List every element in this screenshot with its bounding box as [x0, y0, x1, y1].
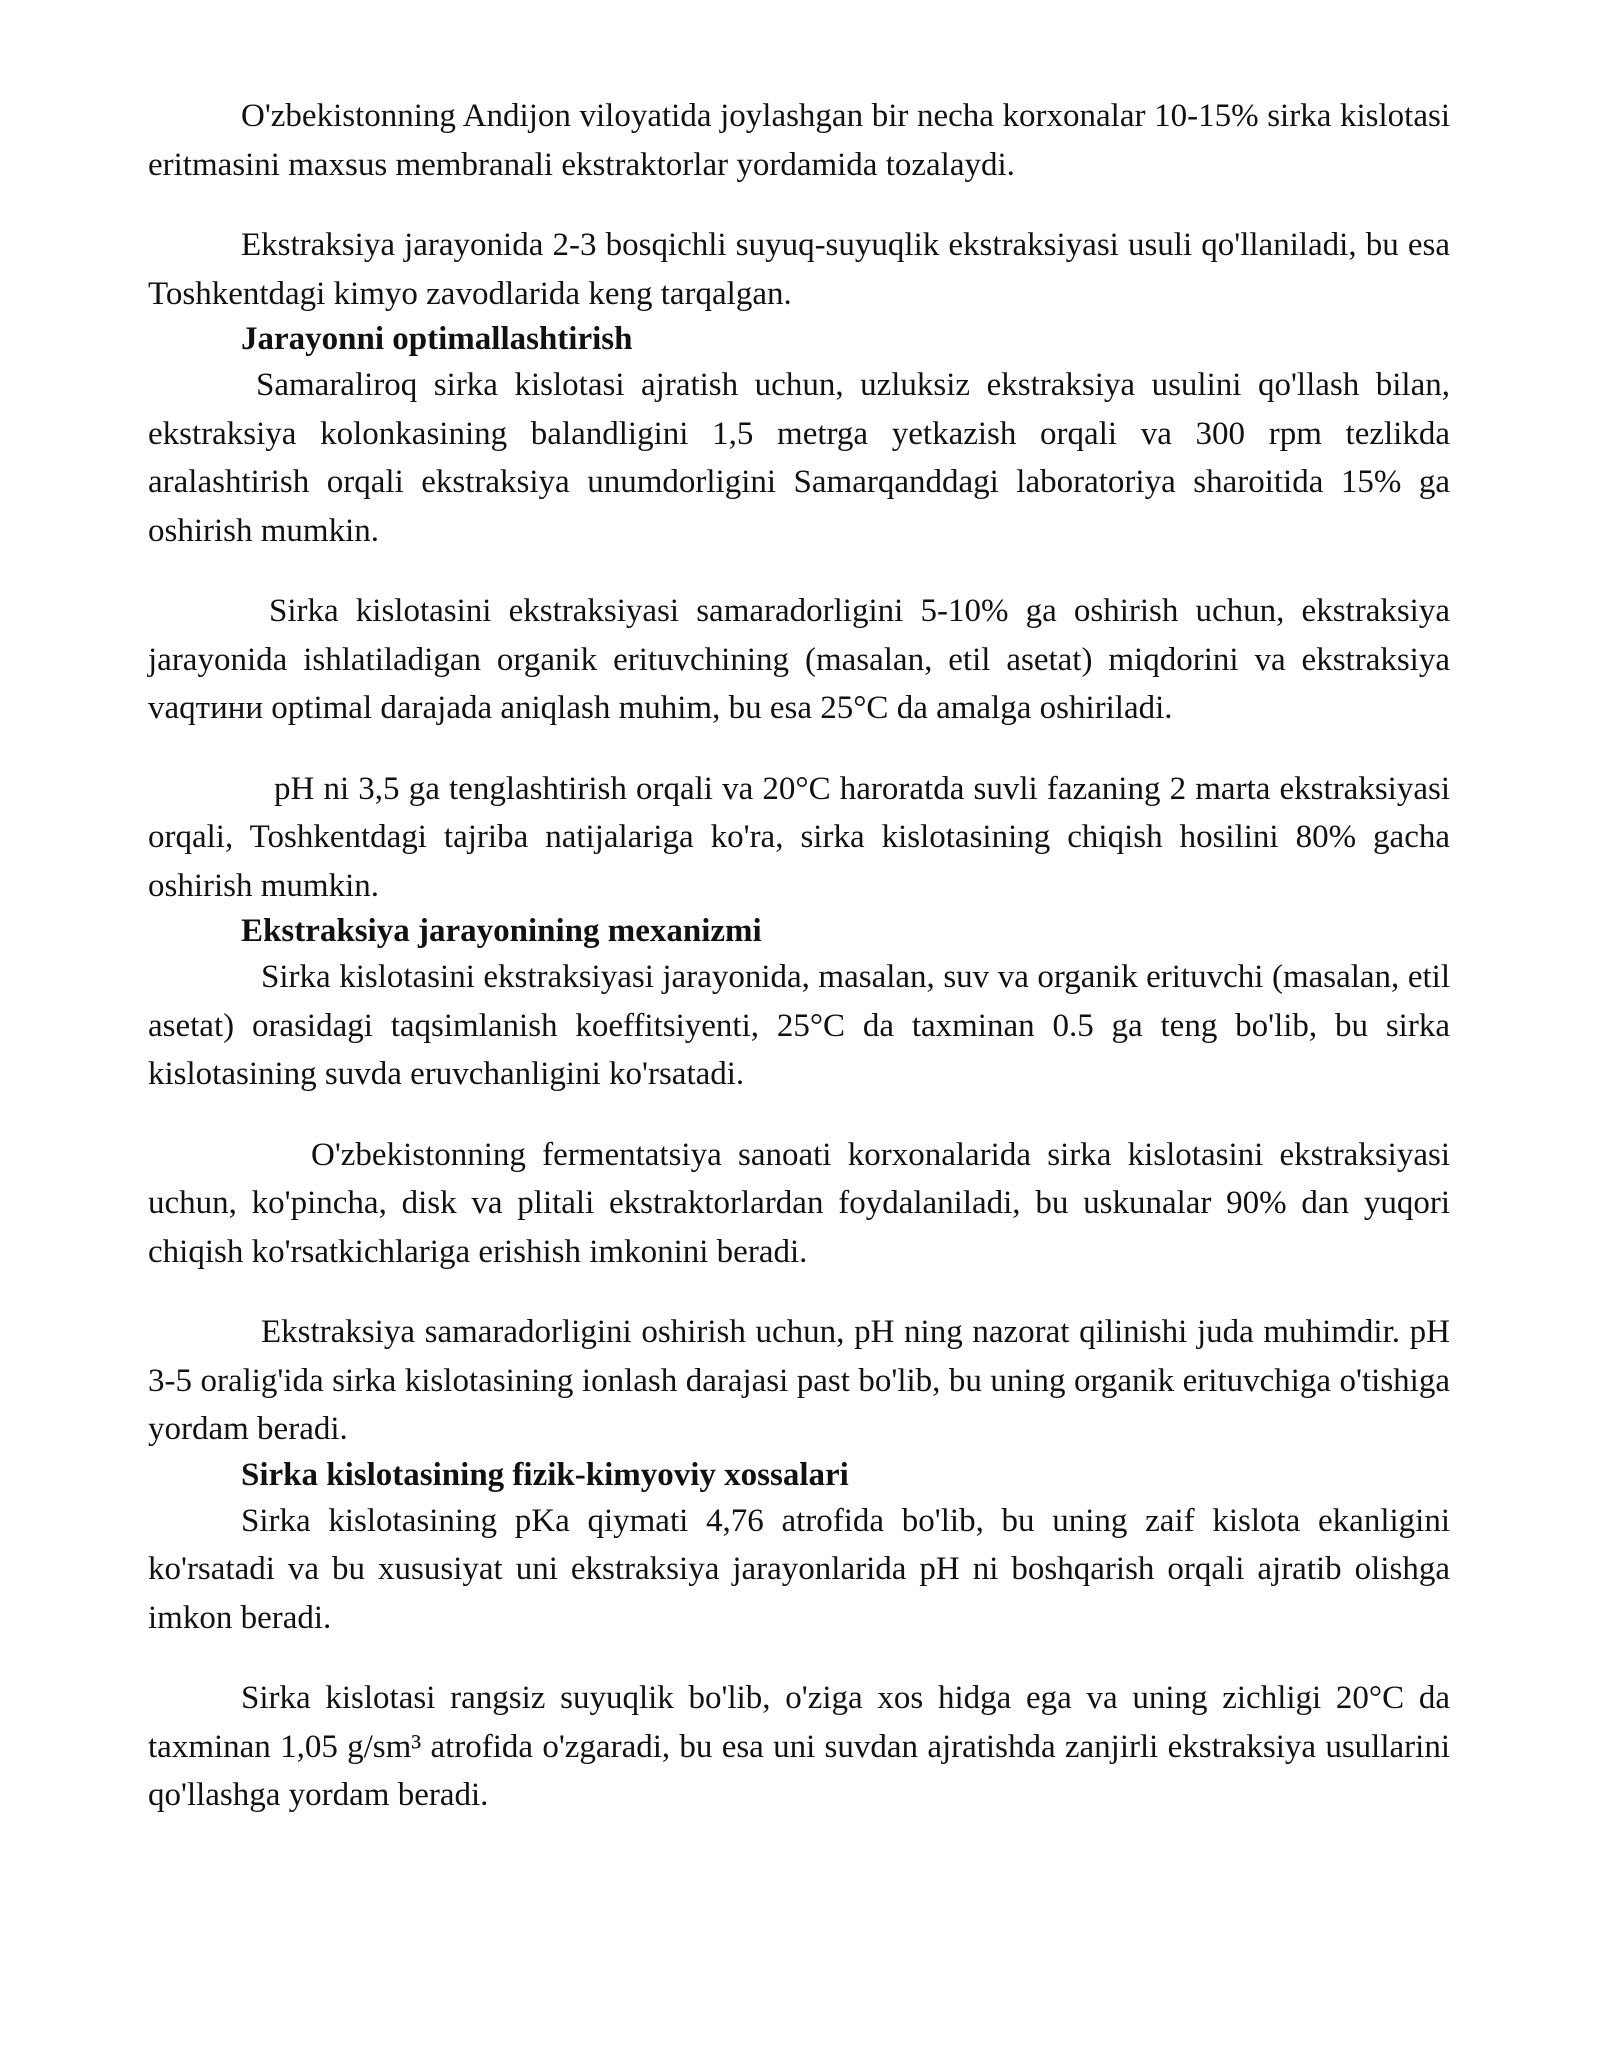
paragraph-andijon: O'zbekistonning Andijon viloyatida joylashgan bir necha korxonalar 10-15% sirka kislotasi eritmasini maxsus membranali ekstraktorlar yordamida tozalaydi.	[148, 98, 1450, 183]
paragraph-samaraliroq: Samaraliroq sirka kislotasi ajratish uchun, uzluksiz ekstraksiya usulini qo'llash bilan, ekstraksiya kolonkasining balandligini 1,5 metrga yetkazish orqali va 300 rpm tezlikda aralashtirish orqali ekstraksiya unumdorligini Samarqanddagi laboratoriya sharoitida 15% ga oshirish mumkin.	[148, 367, 1450, 549]
document-page	[148, 92, 1450, 1820]
paragraph-samaradorlik: Sirka kislotasini ekstraksiyasi samaradorligini 5-10% ga oshirish uchun, ekstraksiya jarayonida ishlatiladigan organik erituvchining (masalan, etil asetat) miqdorini va ekstraksiya vaqтини optimal darajada aniqlash muhim, bu esa 25°C da amalga oshiriladi.	[148, 593, 1450, 726]
paragraph-ph-nazorat: Ekstraksiya samaradorligini oshirish uchun, pH ning nazorat qilinishi juda muhimdir. pH 3-5 oralig'ida sirka kislotasining ionlash darajasi past bo'lib, bu uning organik erituvchiga o'tishiga yordam beradi.	[148, 1314, 1450, 1447]
heading-optimallashtirish: Jarayonni optimallashtirish	[241, 321, 633, 357]
heading-xossalar: Sirka kislotasining fizik-kimyoviy xossalari	[241, 1456, 849, 1493]
paragraph-ph-tenglashtirish: pH ni 3,5 ga tenglashtirish orqali va 20°C haroratda suvli fazaning 2 marta ekstraksiyasi orqali, Toshkentdagi tajriba natijalariga ko'ra, sirka kislotasining chiqish hosilini 80% gacha oshirish mumkin.	[148, 770, 1450, 904]
paragraph-fermentatsiya: O'zbekistonning fermentatsiya sanoati korxonalarida sirka kislotasini ekstraksiyasi uchun, ko'pincha, disk va plitali ekstraktorlardan foydalaniladi, bu uskunalar 90% dan yuqori chiqish ko'rsatkichlariga erishish imkonini beradi.	[148, 1136, 1450, 1270]
paragraph-pka: Sirka kislotasining pKa qiymati 4,76 atrofida bo'lib, bu uning zaif kislota ekanligini ko'rsatadi va bu xususiyat uni ekstraksiya jarayonlarida pH ni boshqarish orqali ajratib olishga imkon beradi.	[148, 1502, 1450, 1636]
paragraph-zichlik: Sirka kislotasi rangsiz suyuqlik bo'lib, o'ziga xos hidga ega va uning zichligi 20°C da taxminan 1,05 g/sm³ atrofida o'zgaradi, bu esa uni suvdan ajratishda zanjirli ekstraksiya usullarini qo'llashga yordam beradi.	[148, 1680, 1450, 1813]
paragraph-taqsimlanish: Sirka kislotasini ekstraksiyasi jarayonida, masalan, suv va organik erituvchi (masalan, etil asetat) orasidagi taqsimlanish koeffitsiyenti, 25°C da taxminan 0.5 ga teng bo'lib, bu sirka kislotasining suvda eruvchanligini ko'rsatadi.	[148, 959, 1450, 1092]
paragraph-ekstraksiya-bosqichlari: Ekstraksiya jarayonida 2-3 bosqichli suyuq-suyuqlik ekstraksiyasi usuli qo'llaniladi, bu esa Toshkentdagi kimyo zavodlarida keng tarqalgan.	[148, 227, 1450, 312]
heading-mexanizm: Ekstraksiya jarayonining mexanizmi	[241, 913, 762, 949]
